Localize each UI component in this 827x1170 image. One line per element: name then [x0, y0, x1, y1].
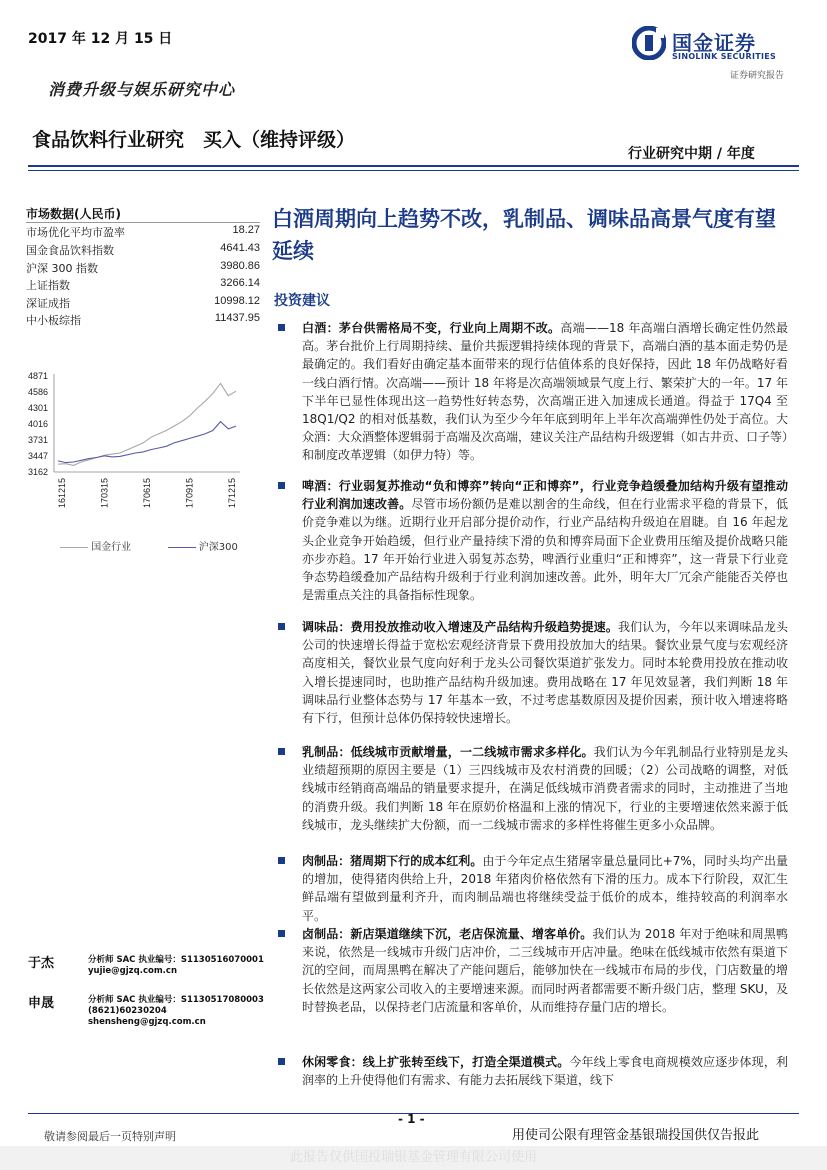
page-number: - 1 -	[398, 1112, 425, 1126]
x-tick-label: 171215	[227, 478, 237, 509]
paragraph-text: 我们认为 2018 年对于绝味和周黑鸭来说，依然是一线城市升级门店冲价，二三线城市开店冲量。绝味在低线城市依然有渠道下沉的空间，而周黑鸭在解决了产能问题后，能够加快在一线城市布局的步伐，门店数量的增长依然是这两家公司收入的主要增速来源。而同时两者都需要不断升级门店，整理 SKU，及时替换老品，以保持老门店流量和客单价，从而维持存量门店的增长。	[302, 927, 788, 1014]
analyst-name: 申晟	[28, 996, 55, 1011]
market-data-value: 3266.14	[220, 277, 260, 289]
report-type: 行业研究中期 / 年度	[628, 146, 755, 162]
market-data-row	[26, 277, 260, 293]
bullet-icon	[278, 748, 285, 755]
paragraph-lead: 休闲零食：线上扩张转至线下，打造全渠道模式。	[302, 1055, 570, 1069]
advice-paragraph-snacks	[278, 1053, 788, 1089]
analyst-contact	[88, 995, 264, 1028]
logo-subtitle: 证券研究报告	[730, 71, 785, 81]
paragraph-text: 高端——18 年高端白酒增长确定性仍然最高。茅台批价上行周期持续、量价共振逻辑持续体现的背景下，高端白酒的基本面走势仍是最确定的。我们看好由确定基本面带来的现行估值体系的良好保持，因此 18 年仍战略好看一线白酒行情。次高端——预计 18 年将是次高端领域景气度上行、繁荣扩大的一年。17 年下半年已显性体现出这一趋势性好转态势，次高端正进入加速成长通道。得益于 17Q4 至 18Q1/Q2 的相对低基数，我们认为至少今年年底到明年上半年次高端弹性仍处于高位。大众酒：大众酒整体逻辑弱于高端及次高端，建议关注产品结构升级逻辑（如古井贡、口子等）和制度改革逻辑（如伊力特）等。	[302, 321, 789, 463]
paragraph-lead: 白酒：茅台供需格局不变，行业向上周期不改。	[302, 321, 561, 335]
paragraph-lead: 乳制品：低线城市贡献增量，一二线城市需求多样化。	[302, 745, 594, 759]
legend-label-hs300: 沪深300	[198, 542, 238, 553]
series-line-hs300	[58, 422, 236, 463]
advice-paragraph-liquor	[278, 319, 788, 465]
y-tick-label: 4016	[27, 419, 48, 430]
bullet-icon	[278, 482, 285, 489]
market-data-label: 市场优化平均市盈率	[26, 226, 125, 239]
market-data-row	[26, 224, 260, 240]
advice-paragraph-dairy	[278, 743, 788, 834]
analyst-sac-id: 分析师 SAC 执业编号：S1130517080003	[88, 995, 264, 1005]
legend-label-industry: 国金行业	[91, 542, 132, 553]
y-tick-label: 3447	[27, 450, 48, 461]
market-data-row	[26, 312, 260, 328]
footer-disclaimer: 敬请参阅最后一页特别声明	[44, 1130, 176, 1143]
index-line-chart	[20, 368, 250, 528]
x-tick-label: 170615	[142, 478, 152, 509]
market-data-label: 深证成指	[26, 297, 70, 310]
bullet-icon	[278, 930, 285, 937]
sinolink-logo-icon	[632, 26, 666, 60]
advice-paragraph-condiment	[278, 618, 788, 727]
market-data-value: 3980.86	[220, 260, 260, 272]
report-date: 2017 年 12 月 15 日	[28, 31, 173, 47]
bullet-icon	[278, 623, 285, 630]
market-data-label: 沪深 300 指数	[26, 262, 98, 275]
paragraph-text: 今年线上零食电商规模效应逐步体现，利润率的上升使得他们有需求、有能力去拓展线下渠道，线下	[302, 1055, 788, 1088]
section-heading: 投资建议	[274, 293, 330, 309]
y-tick-label: 4586	[27, 387, 48, 398]
x-tick-label: 161215	[57, 478, 67, 509]
market-data-label: 国金食品饮料指数	[26, 244, 114, 257]
research-center-name: 消费升级与娱乐研究中心	[48, 80, 236, 99]
logo-company-name: 国金证券	[672, 31, 756, 55]
legend-swatch-hs300	[168, 547, 196, 548]
y-tick-label: 3731	[27, 435, 48, 446]
bullet-icon	[278, 324, 285, 331]
analyst-name: 于杰	[28, 956, 55, 971]
advice-paragraph-braised	[278, 925, 788, 1016]
y-tick-label: 3162	[27, 467, 48, 477]
market-data-row	[26, 295, 260, 311]
paragraph-lead: 啤酒：行业弱复苏推动“负和博弈”转向“正和博弈”，行业竞争趋缓叠加结构升级有望推动行业利润加速改善。	[302, 479, 788, 512]
legend-swatch-industry	[60, 547, 88, 548]
analyst-email: yujie@gjzq.com.cn	[88, 966, 177, 976]
paragraph-text: 尽管市场份额仍是难以割舍的生命线，但在行业需求平稳的背景下，低价竞争难以为继。近期行业开启部分提价动作，行业产品结构升级迫在眉睫。自 16 年起龙头企业竞争开始趋缓，但行业产量持续下滑的负和博弈局面下企业费用压缩及提价战略只能亦步亦趋。17 年开始行业进入弱复苏态势，啤酒行业重归“正和博弈”，这一背景下行业竞争态势趋缓叠加产品结构升级利于行业利润加速改善。此外，明年大厂冗余产能能否关停也是需重点关注的具备指标性现象。	[302, 497, 788, 603]
bullet-icon	[278, 857, 285, 864]
header-divider-thin	[28, 170, 799, 171]
logo-company-english: SINOLINK SECURITIES	[672, 52, 777, 61]
market-data-value: 4641.43	[220, 242, 260, 254]
market-data-row	[26, 242, 260, 258]
paragraph-text: 我们认为今年乳制品行业特别是龙头业绩超预期的原因主要是（1）三四线城市及农村消费的回暖；（2）公司战略的调整，对低线城市经销商高端品的销量要求提升，在满足低线城市消费者需求的同时，主动推进了当地的消费升级。我们判断 18 年在原奶价格温和上涨的情况下，行业的主要增速依然来源于低线城市，龙头继续扩大份额，而一二线城市需求的多样性将催生更多小众品牌。	[302, 745, 788, 832]
market-data-title: 市场数据(人民币)	[26, 207, 121, 221]
x-tick-label: 170315	[99, 478, 110, 509]
analyst-phone: (8621)60230204	[88, 1006, 167, 1016]
advice-paragraph-beer	[278, 477, 788, 604]
x-tick-label: 170915	[184, 478, 195, 509]
footer-mirrored-notice: 用使司公限有理管金基银瑞投国供仅告报此	[512, 1128, 760, 1143]
market-data-row	[26, 260, 260, 276]
footer-watermark: 此报告仅供国投瑞银基金管理有限公司使用	[0, 1146, 827, 1170]
analyst-sac-id: 分析师 SAC 执业编号：S1130516070001	[88, 955, 264, 965]
market-data-value: 11437.95	[214, 312, 260, 324]
bullet-icon	[278, 1058, 285, 1065]
market-data-value: 18.27	[232, 224, 260, 236]
analyst-email: shensheng@gjzq.com.cn	[88, 1017, 206, 1027]
series-line-industry	[58, 383, 236, 465]
analyst-contact	[88, 955, 264, 977]
advice-paragraph-meat	[278, 852, 788, 925]
market-data-label: 中小板综指	[26, 314, 81, 327]
paragraph-lead: 肉制品：猪周期下行的成本红利。	[302, 854, 483, 868]
paragraph-text: 我们认为，今年以来调味品龙头公司的快速增长得益于宽松宏观经济背景下费用投放加大的结果。餐饮业景气度与宏观经济高度相关，餐饮业景气度向好利于龙头公司餐饮渠道扩张发力。同时本轮费用投放在推动收入增长提速同时，也助推产品结构升级加速。费用战略在 17 年见效显著，我们判断 18 年调味品行业整体态势与 17 年基本一致，不过考虑基数原因及提价因素，预计收入增速将略有下行，但预计总体仍保持较快速增长。	[302, 620, 788, 726]
market-data-label: 上证指数	[26, 279, 70, 292]
y-tick-label: 4301	[27, 403, 48, 414]
paragraph-text: 由于今年定点生猪屠宰量总量同比+7%，同时头均产出量的增加，使得猪肉供给上升，2018 年猪肉价格依然有下滑的压力。成本下行阶段，双汇生鲜品端有望做到量利齐升，而肉制品端也将继续受益于低价的成本，维持较高的利润率水平。	[302, 854, 788, 923]
header-divider	[28, 165, 799, 167]
market-data-value: 10998.12	[214, 295, 260, 307]
main-title: 白酒周期向上趋势不改，乳制品、调味品高景气度有望延续	[272, 207, 776, 263]
chart-legend	[60, 538, 238, 553]
paragraph-lead: 卤制品：新店渠道继续下沉，老店保流量、增客单价。	[302, 927, 593, 941]
y-tick-label: 4871	[27, 371, 48, 381]
report-title: 食品饮料行业研究 买入（维持评级）	[32, 129, 356, 151]
market-data-divider	[26, 222, 260, 223]
paragraph-lead: 调味品：费用投放推动收入增速及产品结构升级趋势提速。	[302, 620, 618, 634]
